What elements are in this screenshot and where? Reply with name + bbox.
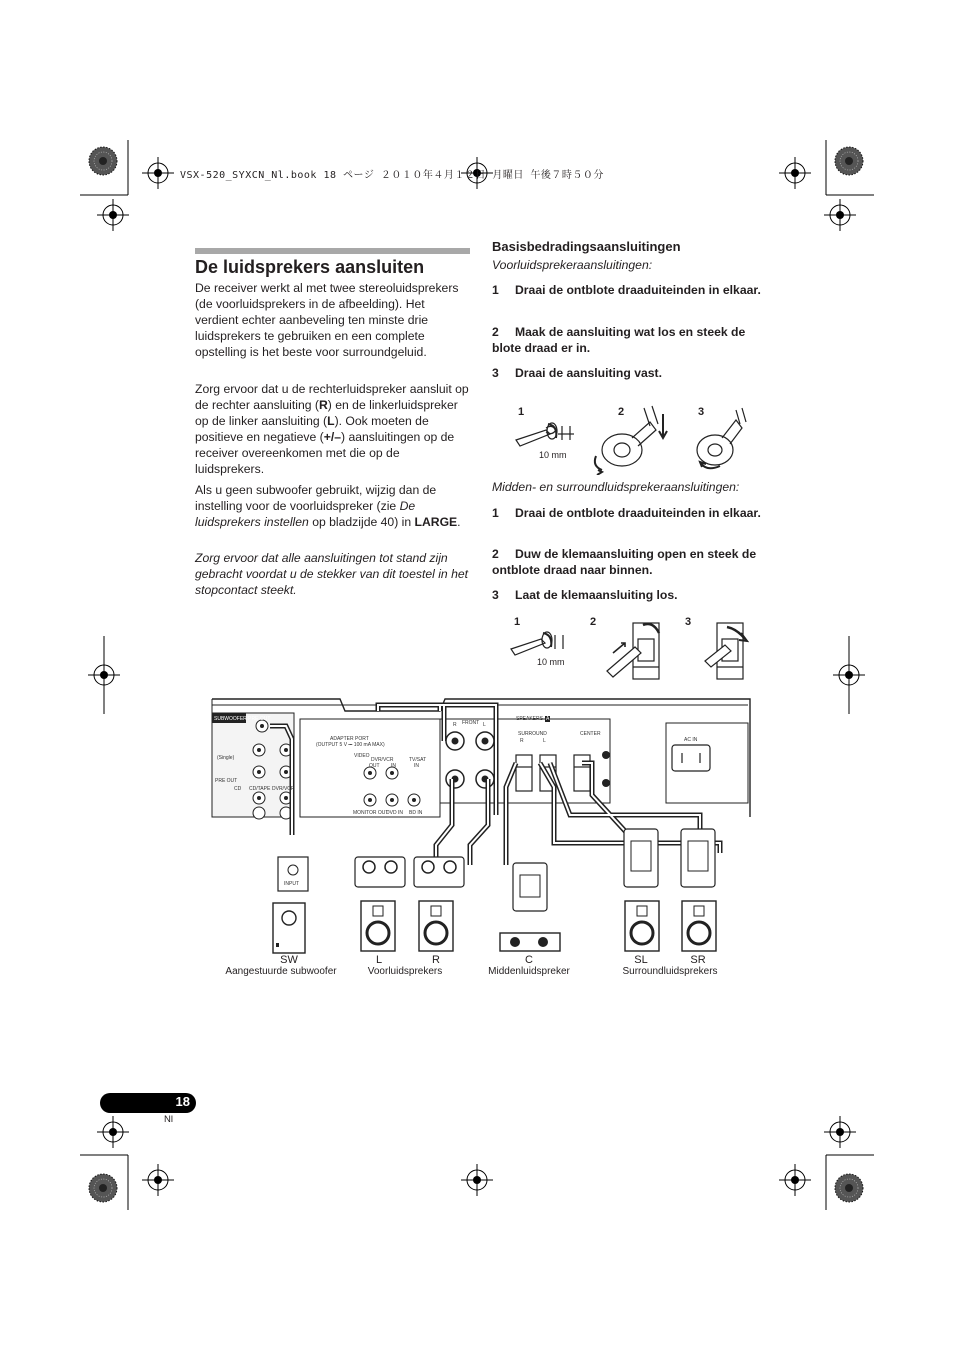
surround-r-label: R bbox=[520, 738, 524, 744]
star-mark-tr bbox=[835, 147, 863, 175]
intro-paragraph: De receiver werkt al met twee stereoluidsprekers (de voorluidsprekers in de afbeelding). Het verdient echter aanbeveling ten minste drie luidsprekers te gebruiken en een complete opstelling is het beste voor surroundgeluid. bbox=[195, 281, 459, 359]
surround-subheading: Midden- en surroundluidsprekeraansluitingen: bbox=[492, 480, 740, 494]
star-mark-tl bbox=[89, 147, 117, 175]
step-text: Laat de klemaansluiting los. bbox=[515, 588, 678, 602]
bd-in-label: BD IN bbox=[409, 810, 423, 816]
safety-note: Zorg ervoor dat alle aansluitingen tot stand zijn gebracht voordat u de stekker van dit toestel in het stopcontact steekt. bbox=[195, 551, 469, 597]
step-number: 2 bbox=[492, 547, 499, 561]
subwoofer-paragraph bbox=[195, 482, 470, 530]
caption-subwoofer: Aangestuurde subwoofer bbox=[225, 966, 337, 977]
front-r-label: R bbox=[453, 722, 457, 728]
caption-front: Voorluidsprekers bbox=[367, 966, 443, 977]
cross-reference: De luidsprekers instellen bbox=[195, 499, 416, 529]
title-rule bbox=[195, 248, 470, 254]
step-text: Draai de ontblote draaduiteinden in elkaar. bbox=[515, 283, 761, 297]
crosshair-mark bbox=[142, 157, 174, 189]
speakers-label: SPEAKERS bbox=[516, 716, 543, 722]
step-number: 1 bbox=[492, 506, 499, 520]
surround-label: SURROUND bbox=[518, 731, 547, 737]
ac-in-label: AC IN bbox=[684, 737, 698, 743]
figure-step-number: 3 bbox=[685, 616, 692, 628]
front-step-1 bbox=[492, 282, 772, 298]
page-language: Nl bbox=[164, 1114, 173, 1125]
figure-step-number: 2 bbox=[590, 616, 597, 628]
monitor-out-label: MONITOR OUT bbox=[353, 810, 389, 816]
step-number: 1 bbox=[492, 283, 499, 297]
crosshair-mark bbox=[97, 199, 129, 231]
crosshair-mark bbox=[779, 1164, 811, 1196]
front-subheading: Voorluidsprekeraansluitingen: bbox=[492, 258, 653, 272]
crosshair-mark bbox=[824, 199, 856, 231]
crosshair-mark bbox=[97, 1116, 129, 1148]
text-run: . bbox=[457, 515, 461, 529]
text-run-bold: LARGE bbox=[414, 515, 458, 529]
step-number: 3 bbox=[492, 366, 499, 380]
section-heading: Basisbedradingsaansluitingen bbox=[492, 239, 681, 254]
front-left-speaker bbox=[361, 901, 395, 951]
subwoofer-speaker bbox=[273, 903, 305, 953]
clip-terminal-figure bbox=[505, 615, 765, 685]
video-label: VIDEO bbox=[354, 753, 370, 759]
tv-in-label: IN bbox=[414, 763, 419, 769]
speaker-letter-r: R bbox=[432, 954, 440, 966]
cd-label: CD bbox=[234, 786, 242, 792]
dvr-vcr-small-label: DVR/VCR bbox=[272, 786, 295, 792]
front-label: FRONT bbox=[462, 720, 480, 726]
other-step-1 bbox=[492, 505, 772, 521]
text-run: Als u geen subwoofer gebruikt, wijzig dan de instelling voor de voorluidspreker (zie bbox=[195, 483, 437, 513]
step-text: Draai de ontblote draaduiteinden in elkaar. bbox=[515, 506, 761, 520]
surround-l-label: L bbox=[543, 738, 546, 744]
step-text: Draai de aansluiting vast. bbox=[515, 366, 662, 380]
dvr-out-label: OUT bbox=[369, 763, 380, 769]
text-run-bold: R bbox=[318, 398, 328, 412]
step-text: Maak de aansluiting wat los en steek de blote draad er in. bbox=[492, 325, 746, 355]
center-label: CENTER bbox=[580, 731, 601, 737]
text-run-bold: +/– bbox=[323, 430, 342, 444]
surround-left-speaker bbox=[625, 901, 659, 951]
crosshair-mark bbox=[824, 1116, 856, 1148]
book-header-line: VSX-520_SYXCN_Nl.book 18 ページ ２０１０年４月１２日 月曜日 午後７時５０分 bbox=[180, 170, 604, 181]
other-step-2 bbox=[492, 546, 772, 578]
tv-sat-label: TV/SAT bbox=[409, 757, 427, 763]
text-run: op bladzijde 40) in bbox=[308, 515, 415, 529]
preout-label: SUBWOOFER PRE OUT bbox=[214, 716, 271, 722]
dvr-in-label: IN bbox=[391, 763, 396, 769]
step-number: 2 bbox=[492, 325, 499, 339]
cd-tape-label: CD/TAPE bbox=[249, 786, 271, 792]
front-terminal-figure bbox=[510, 400, 770, 475]
strip-length-label: 10 mm bbox=[539, 450, 567, 460]
crosshair-mark bbox=[779, 157, 811, 189]
speaker-letter-l: L bbox=[375, 954, 383, 966]
speaker-letter-sr: SR bbox=[690, 954, 706, 966]
text-run-bold: L bbox=[327, 414, 335, 428]
front-right-speaker bbox=[419, 901, 453, 951]
step-text: Duw de klemaansluiting open en steek de ontblote draad naar binnen. bbox=[492, 547, 757, 577]
surround-right-speaker bbox=[682, 901, 716, 951]
figure-step-number: 3 bbox=[698, 406, 705, 418]
polarity-paragraph bbox=[195, 381, 470, 477]
text-run: ) aansluitingen op de receiver overeenkomen met die op de luidsprekers. bbox=[195, 430, 455, 476]
figure-step-number: 2 bbox=[618, 406, 625, 418]
front-step-2 bbox=[492, 324, 772, 356]
dvr-vcr-label: DVR/VCR bbox=[371, 757, 394, 763]
speaker-letter-c: C bbox=[525, 954, 533, 966]
figure-step-number: 1 bbox=[518, 406, 525, 418]
star-mark-bl bbox=[89, 1174, 117, 1202]
strip-length-label: 10 mm bbox=[537, 657, 565, 667]
crosshair-mark bbox=[461, 1164, 493, 1196]
adapter-port-label: ADAPTER PORT bbox=[330, 736, 369, 742]
speaker-letter-sl: SL bbox=[634, 954, 648, 966]
wiring-diagram bbox=[200, 695, 760, 965]
caption-center: Middenluidspreker bbox=[488, 966, 570, 977]
text-run: ) en de linkerluidspreker op de linker aansluiting ( bbox=[195, 398, 458, 428]
preout-small-label: PRE OUT bbox=[215, 778, 238, 784]
page-number: 18 bbox=[175, 1094, 190, 1109]
figure-step-number: 1 bbox=[514, 616, 521, 628]
ac-inlet bbox=[672, 745, 710, 771]
speakers-a-label: A bbox=[546, 716, 550, 722]
dvd-in-label: DVD IN bbox=[386, 810, 403, 816]
speaker-letter-sw: SW bbox=[280, 954, 298, 966]
center-speaker bbox=[500, 933, 560, 951]
text-run: Zorg ervoor dat u de rechterluidspreker aansluit op de rechter aansluiting ( bbox=[195, 382, 469, 412]
star-mark-br bbox=[835, 1174, 863, 1202]
crosshair-mark bbox=[142, 1164, 174, 1196]
page-title: De luidsprekers aansluiten bbox=[195, 257, 425, 277]
input-label: INPUT bbox=[284, 881, 299, 887]
text-run: ). Ook moeten de positieve en negatieve ( bbox=[195, 414, 429, 444]
front-step-3 bbox=[492, 365, 772, 381]
caption-surround: Surroundluidsprekers bbox=[622, 966, 718, 977]
adapter-output-label: (OUTPUT 5 V ⎓ 100 mA MAX) bbox=[316, 742, 385, 748]
front-l-label: L bbox=[483, 722, 486, 728]
step-number: 3 bbox=[492, 588, 499, 602]
other-step-3 bbox=[492, 587, 772, 603]
single-label: (Single) bbox=[217, 755, 235, 761]
